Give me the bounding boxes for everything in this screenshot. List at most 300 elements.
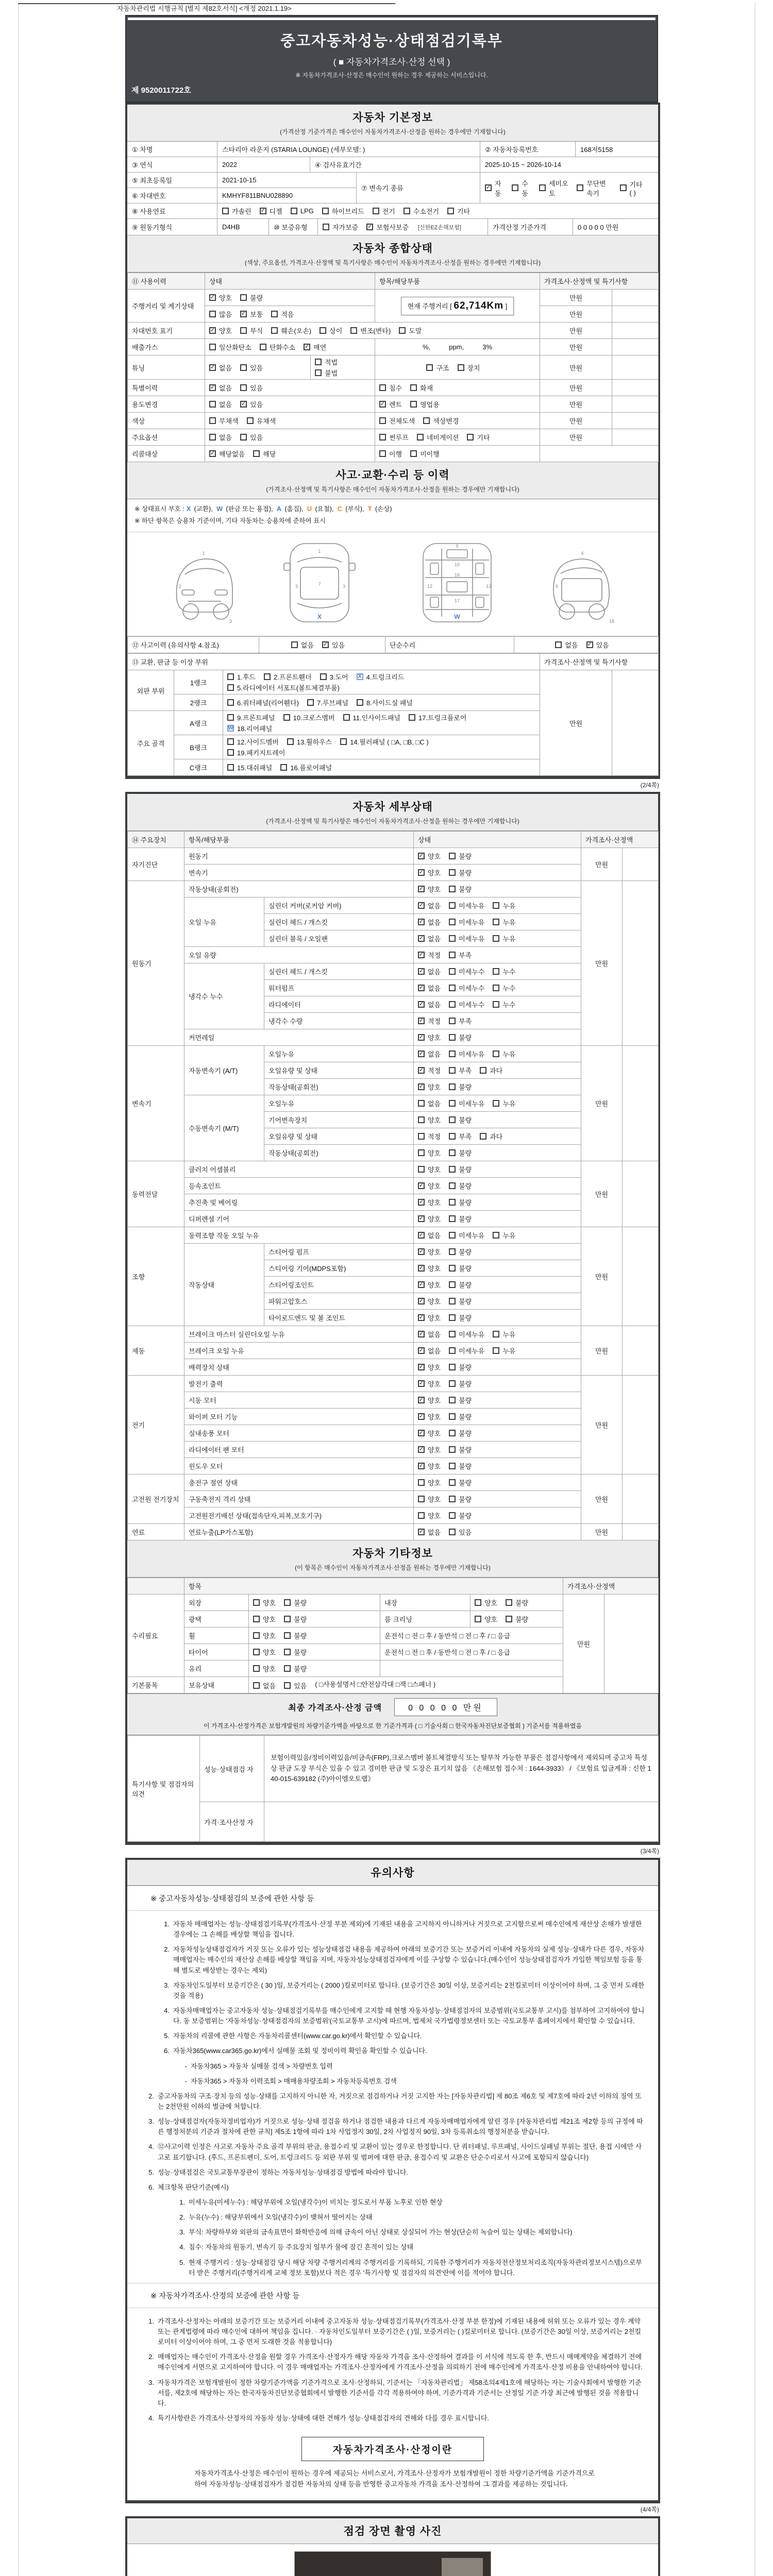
checkbox[interactable] [467, 434, 474, 440]
checkbox[interactable]: ✓ [418, 1281, 424, 1287]
cell [375, 290, 540, 323]
색상변경-option [423, 416, 459, 426]
cell: 작동상태(공회전) [264, 1079, 414, 1095]
checkbox[interactable] [417, 434, 424, 440]
8.사이드실 패널-option [357, 698, 413, 707]
checkbox[interactable] [449, 1446, 456, 1453]
checkbox[interactable]: ✓ [418, 1298, 424, 1304]
checkbox[interactable] [320, 327, 326, 334]
checkbox-label: 불량 [459, 1314, 472, 1322]
checkbox[interactable] [373, 208, 379, 214]
checkbox[interactable] [379, 450, 386, 457]
checkbox[interactable] [447, 208, 454, 214]
checkbox[interactable] [418, 1166, 425, 1173]
checkbox[interactable]: ✓ [367, 224, 373, 230]
checkbox[interactable] [539, 184, 546, 191]
checkbox-label: 없음 [428, 1331, 441, 1338]
checkbox[interactable] [449, 1199, 456, 1206]
checkbox[interactable] [449, 919, 456, 925]
checkbox[interactable] [449, 985, 456, 991]
accident-header [127, 462, 658, 499]
checkbox[interactable] [449, 1182, 456, 1189]
checkbox[interactable] [399, 327, 406, 334]
checkbox[interactable] [247, 417, 254, 424]
checkbox[interactable]: ✓ [210, 364, 215, 370]
checkbox[interactable] [449, 869, 456, 876]
checkbox[interactable] [227, 764, 234, 771]
없음-option [209, 399, 232, 409]
checkbox-label: 불량 [459, 886, 472, 893]
checkbox[interactable] [240, 364, 247, 371]
checkbox-label: 미세누수 [459, 968, 485, 976]
checkbox[interactable] [253, 450, 260, 457]
checkbox[interactable] [449, 1248, 456, 1255]
checkbox[interactable] [555, 641, 562, 648]
checkbox[interactable]: ✓ [418, 1397, 424, 1403]
checkbox[interactable]: ✓ [418, 1463, 424, 1469]
구조-option [426, 363, 449, 372]
checkbox-label: 불량 [459, 1248, 472, 1256]
checkbox-label: 양호 [428, 1281, 441, 1289]
notice-item-number: 3. [164, 1981, 170, 1989]
checkbox[interactable] [449, 1166, 456, 1173]
checkbox[interactable]: ✓ [418, 1001, 424, 1007]
checkbox[interactable]: ✓ [418, 1446, 424, 1452]
notice-item-text: 미세누유(미세누수) : 해당부위에 오일(냉각수)이 비치는 정도로서 부품 노후로 인한 현상 [189, 2198, 443, 2206]
checkbox[interactable]: ✓ [418, 935, 424, 941]
checkbox-label: 없음 [219, 384, 232, 392]
checkbox[interactable] [449, 1314, 456, 1321]
checkbox[interactable] [449, 1083, 456, 1090]
checkbox[interactable]: ✓ [210, 384, 215, 391]
checkbox[interactable]: ✓ [418, 1347, 424, 1353]
checkbox[interactable] [493, 935, 499, 942]
checkbox[interactable] [449, 1347, 456, 1354]
checkbox[interactable] [253, 1649, 260, 1655]
cell [414, 1128, 581, 1145]
checkbox[interactable] [253, 1665, 260, 1672]
없음-option [555, 640, 578, 650]
price-definition-paragraph: 자동차가격조사·산정은 매수인이 원하는 경우에 제공되는 서비스로서, 가격조사·산정자가 보험개발원이 정한 차량기준가액을 기준가격으로 하여 자동차성능·상태점검자가 점검한 자동차의 상태 등을 반영한 중고자동차 가격을 조사·산정하여 그 결과를 제공하는 것입니다. [194, 2469, 595, 2488]
checkbox-label: 미세누유 [459, 1050, 485, 1058]
checkbox[interactable] [449, 1331, 456, 1337]
checkbox[interactable] [209, 417, 216, 424]
checkbox[interactable] [493, 968, 499, 975]
checkbox-label: 미세누수 [459, 985, 485, 992]
checkbox[interactable] [449, 902, 456, 909]
없음-option [418, 901, 441, 910]
checkbox[interactable] [253, 1632, 260, 1639]
checkbox[interactable] [493, 985, 499, 991]
checkbox[interactable] [512, 184, 518, 191]
checkbox[interactable] [418, 1100, 425, 1107]
trunk-lid-x-mark: X [317, 613, 322, 620]
checkbox[interactable] [271, 327, 278, 334]
checkbox-label: 보통 [250, 311, 263, 318]
checkbox[interactable] [418, 1133, 425, 1140]
checkbox[interactable] [480, 1133, 486, 1140]
checkbox[interactable] [222, 208, 229, 214]
checkbox[interactable] [449, 1463, 456, 1469]
checkbox[interactable] [227, 738, 234, 745]
checkbox-label: 양호 [428, 1413, 441, 1421]
checkbox[interactable]: ✓ [418, 902, 424, 908]
checkbox[interactable] [284, 1599, 291, 1606]
checkbox-label: 적정 [428, 1133, 441, 1141]
checkbox[interactable] [315, 369, 322, 376]
checkbox[interactable] [284, 1632, 291, 1639]
checkbox[interactable] [323, 224, 329, 230]
checkbox[interactable] [475, 1599, 481, 1606]
checkbox[interactable]: ✓ [418, 1364, 424, 1370]
checkbox[interactable] [253, 1599, 260, 1606]
checkbox[interactable] [418, 1116, 425, 1123]
checkbox[interactable] [449, 1430, 456, 1436]
checkbox-label: 없음 [428, 1050, 441, 1058]
checkbox-label: 기타 ( ) [629, 180, 643, 197]
checkbox[interactable] [493, 1232, 499, 1239]
checkbox[interactable] [240, 434, 247, 440]
checkbox[interactable]: ✓ [418, 1199, 424, 1205]
checkbox[interactable]: ✓ [418, 1232, 424, 1238]
header-cell: ⑭ 주요장치 [128, 832, 184, 848]
checkbox[interactable] [493, 1001, 499, 1008]
checkbox[interactable]: ✓ [418, 1265, 424, 1271]
checkbox[interactable] [449, 1133, 456, 1140]
checkbox[interactable]: ✓ [418, 985, 424, 991]
checkbox[interactable] [449, 1050, 456, 1057]
checkbox[interactable] [449, 935, 456, 942]
checkbox[interactable] [620, 184, 627, 191]
checkbox[interactable] [260, 344, 266, 350]
checkbox[interactable] [418, 1496, 425, 1502]
checkbox[interactable]: ✓ [418, 1529, 424, 1535]
checkbox[interactable] [283, 714, 290, 721]
checkbox[interactable] [253, 1616, 260, 1622]
checkbox[interactable]: ✓ [418, 1380, 424, 1386]
cell [414, 1178, 581, 1194]
checkbox[interactable] [493, 1100, 499, 1107]
checkbox[interactable]: ✓ [260, 208, 265, 214]
checkbox[interactable] [449, 1018, 456, 1024]
notice-item [173, 2242, 645, 2252]
notice-item-text: ⑫사고이력 인정은 사고로 자동차 주요 골격 부위의 판금, 용접수리 및 교환이 있는 경우로 한정합니다. 단 쿼터패널, 루프패널, 사이드실패널 부위는 절단, 용접 시에만 사고로 표기합니다. (후드, 프론트펜더, 도어, 트렁크리드 등 외판 부위 및 범퍼에 대한 판금, 용접수리 및 교환은 단순수리로서 사고에 포함되지 않습니다) [158, 2143, 642, 2161]
checkbox[interactable]: ✓ [418, 1034, 424, 1040]
checkbox[interactable] [340, 738, 347, 745]
notice-item-number: 1. [148, 2317, 154, 2325]
box-photos-sign [125, 2516, 660, 2576]
cell: 성능·상태점검 자 [200, 1736, 264, 1802]
notice-item-number: 2. [148, 2092, 154, 2100]
checkbox[interactable] [449, 1232, 456, 1239]
notice-item [157, 2031, 645, 2041]
checkbox-label: 적법 [325, 359, 338, 366]
cell: B랭크 [174, 735, 223, 759]
checkbox[interactable] [209, 311, 216, 317]
checkbox[interactable] [449, 1496, 456, 1502]
checkbox[interactable] [426, 364, 433, 371]
checkbox[interactable] [379, 417, 386, 424]
cell [414, 1293, 581, 1310]
checkbox[interactable] [409, 714, 415, 721]
checkbox[interactable] [449, 1100, 456, 1107]
checkbox[interactable] [271, 311, 278, 317]
checkbox[interactable] [449, 1001, 456, 1008]
checkbox[interactable]: ✓ [418, 886, 424, 892]
checkbox[interactable] [480, 1067, 486, 1074]
checkbox[interactable] [449, 1397, 456, 1403]
checkbox[interactable] [291, 208, 297, 214]
누수-option [493, 999, 515, 1009]
checkbox[interactable] [209, 401, 216, 408]
checkbox[interactable] [449, 1512, 456, 1519]
checkbox[interactable] [379, 384, 386, 391]
cell: 오일유량 및 상태 [264, 1062, 414, 1079]
checkbox[interactable]: ✓ [418, 1314, 424, 1320]
checkbox[interactable]: W [228, 725, 233, 731]
car-name-label: ① 차명 [127, 142, 217, 157]
checkbox[interactable] [410, 401, 417, 408]
checkbox[interactable] [379, 434, 386, 440]
notice-item-number: 5. [164, 2032, 170, 2040]
checkbox[interactable] [449, 1281, 456, 1288]
checkbox-label: 양호 [263, 1599, 276, 1607]
checkbox[interactable]: ✓ [418, 853, 424, 859]
checkbox[interactable] [506, 1616, 512, 1622]
checkbox[interactable]: ✓ [210, 450, 215, 456]
checkbox[interactable] [264, 673, 271, 680]
checkbox[interactable] [449, 968, 456, 975]
checkbox[interactable] [240, 384, 247, 391]
checkbox[interactable]: ✓ [418, 1430, 424, 1436]
cell [612, 429, 659, 446]
checkbox[interactable]: ✓ [418, 1331, 424, 1337]
양호-option [475, 1598, 497, 1607]
checkbox[interactable]: ✓ [418, 1215, 424, 1222]
checkbox[interactable] [343, 714, 350, 721]
checkbox[interactable]: ✓ [418, 1067, 424, 1073]
checkbox[interactable] [493, 1347, 499, 1354]
checkbox-label: 양호 [428, 1430, 441, 1437]
checkbox[interactable] [449, 1413, 456, 1420]
cell: 가격·조사산정 자 [200, 1802, 264, 1842]
cell [414, 1260, 581, 1277]
checkbox[interactable] [410, 450, 417, 457]
checkbox-label: 양호 [428, 1083, 441, 1091]
checkbox[interactable] [493, 902, 499, 909]
불량-option [240, 293, 263, 302]
checkbox-label: 없음 [428, 919, 441, 926]
checkbox[interactable]: ✓ [241, 311, 246, 317]
cell: 색상 [128, 413, 205, 429]
cell: 발전기 출력 [184, 1376, 414, 1392]
checkbox[interactable]: X [357, 673, 363, 680]
checkbox[interactable] [227, 714, 234, 721]
checkbox[interactable] [287, 738, 294, 745]
cell: 스티어링 기어(MDPS포함) [264, 1260, 414, 1277]
양호-option [418, 1494, 441, 1504]
checkbox[interactable] [418, 1149, 425, 1156]
checkbox[interactable] [227, 749, 234, 756]
checkbox[interactable]: ✓ [485, 184, 491, 191]
cell: 만원 [581, 1046, 623, 1161]
checkbox-label: 이행 [389, 450, 402, 458]
cell: 클러치 어셈블리 [184, 1161, 414, 1178]
checkbox[interactable] [410, 384, 417, 391]
notice-item-text: 자동차365 > 자동차 실매물 검색 > 차량번호 입력 [191, 2062, 333, 2070]
checkbox[interactable] [449, 1067, 456, 1074]
checkbox[interactable] [449, 1380, 456, 1387]
12.사이드멤버-option [227, 737, 279, 747]
checkbox-label: 미이행 [420, 450, 440, 458]
checkbox[interactable] [209, 344, 216, 350]
checkbox[interactable] [449, 1265, 456, 1272]
checkbox[interactable]: ✓ [418, 869, 424, 875]
checkbox[interactable] [357, 699, 363, 706]
checkbox[interactable] [240, 294, 247, 301]
summary-header [127, 235, 658, 273]
svg-text:7: 7 [317, 582, 321, 587]
checkbox[interactable] [284, 1649, 291, 1655]
checkbox[interactable] [307, 699, 314, 706]
checkbox[interactable] [227, 673, 234, 680]
checkbox[interactable]: ✓ [323, 641, 328, 648]
cell [205, 355, 311, 380]
checkbox[interactable] [418, 1512, 425, 1519]
checkbox[interactable] [449, 853, 456, 859]
notice-item [142, 2316, 645, 2347]
checkbox[interactable]: ✓ [418, 1248, 424, 1255]
checkbox-label: 전체도색 [389, 417, 415, 425]
checkbox[interactable]: ✓ [418, 968, 424, 974]
checkbox-label: 미세누유 [459, 1100, 485, 1108]
없음-option [418, 1230, 441, 1240]
checkbox[interactable] [284, 1665, 291, 1672]
checkbox[interactable] [423, 417, 430, 424]
checkbox-label: 누유 [502, 1347, 516, 1355]
checkbox[interactable] [493, 919, 499, 925]
svg-text:18: 18 [609, 619, 614, 624]
checkbox[interactable] [449, 886, 456, 892]
checkbox[interactable] [322, 208, 329, 214]
checkbox[interactable]: ✓ [380, 401, 385, 407]
checkbox-label: 양호 [484, 1599, 498, 1607]
checkbox[interactable] [449, 952, 456, 958]
checkbox[interactable]: ✓ [210, 327, 215, 333]
checkbox[interactable] [449, 1529, 456, 1535]
checkbox-label: 없음 [428, 935, 441, 943]
checkbox[interactable] [280, 764, 287, 771]
checkbox-label: 불량 [294, 1599, 307, 1607]
checkbox[interactable]: ✓ [418, 1083, 424, 1090]
checkbox[interactable]: ✓ [418, 1050, 424, 1057]
cell [414, 1326, 581, 1343]
부족-option [449, 1131, 472, 1141]
checkbox[interactable] [449, 1298, 456, 1304]
checkbox[interactable] [350, 327, 357, 334]
cell [414, 1491, 581, 1507]
checkbox-label: 네비게이션 [426, 434, 459, 442]
양호-option [475, 1614, 497, 1624]
checkbox[interactable] [449, 1215, 456, 1222]
notice-item-number: 3. [148, 2117, 154, 2126]
checkbox-label: 누유 [502, 1050, 516, 1058]
checkbox[interactable] [449, 1479, 456, 1486]
checkbox[interactable] [240, 327, 247, 334]
checkbox[interactable]: ✓ [304, 344, 310, 350]
양호-option [418, 1082, 441, 1092]
cell [205, 446, 375, 462]
cell: 배력장치 상태 [184, 1359, 414, 1376]
notice-item [173, 2258, 645, 2278]
legend-desc: (교환), [192, 505, 215, 513]
checkbox[interactable] [493, 1331, 499, 1337]
checkbox[interactable] [404, 208, 410, 214]
checkbox[interactable] [253, 1682, 260, 1689]
cell: 연료 [128, 1524, 184, 1540]
cell [623, 1376, 659, 1475]
checkbox[interactable]: ✓ [587, 641, 592, 648]
checkbox[interactable] [227, 684, 234, 691]
checkbox[interactable] [493, 1050, 499, 1057]
checkbox[interactable]: ✓ [210, 294, 215, 300]
checkbox[interactable] [449, 1364, 456, 1370]
checkbox[interactable] [315, 359, 322, 365]
checkbox[interactable]: ✓ [418, 919, 424, 925]
checkbox[interactable] [458, 364, 464, 371]
checkbox[interactable] [418, 1479, 425, 1486]
수동-option [512, 178, 530, 198]
checkbox[interactable] [209, 434, 216, 440]
checkbox[interactable] [449, 1149, 456, 1156]
checkbox[interactable] [227, 699, 234, 706]
양호-option [253, 1631, 276, 1640]
checkbox-label: 없음 [428, 1529, 441, 1536]
checkbox[interactable] [449, 1034, 456, 1041]
탄화수소-option [260, 342, 295, 352]
checkbox[interactable]: ✓ [241, 401, 246, 407]
cell [612, 306, 659, 323]
checkbox-label: 양호 [428, 1314, 441, 1322]
기타-option [467, 432, 490, 442]
checkbox[interactable]: ✓ [418, 1413, 424, 1419]
legend-desc: (판금 또는 용접), [224, 505, 275, 513]
checkbox-label: 6.쿼터패널(리어휀다) [237, 699, 299, 707]
checkbox[interactable] [291, 641, 298, 648]
cell: 윈도우 모터 [184, 1458, 414, 1475]
checkbox[interactable] [320, 673, 327, 680]
checkbox[interactable] [284, 1682, 291, 1689]
checkbox[interactable] [284, 1616, 291, 1622]
checkbox[interactable]: ✓ [418, 952, 424, 958]
checkbox[interactable] [475, 1616, 481, 1622]
cell: A랭크 [174, 711, 223, 735]
누유-option [493, 1230, 515, 1240]
checkbox-label: 불량 [459, 1281, 472, 1289]
checkbox[interactable]: ✓ [418, 1182, 424, 1189]
notice-item-number: 4. [179, 2243, 185, 2251]
checkbox-label: 있음 [332, 641, 345, 649]
cell: C랭크 [174, 759, 223, 776]
checkbox[interactable] [506, 1599, 512, 1606]
checkbox[interactable] [577, 184, 583, 191]
없음-option [418, 999, 441, 1009]
checkbox[interactable] [449, 1116, 456, 1123]
right-edge-line [754, 3, 755, 2576]
checkbox-label: 탄화수소 [269, 344, 296, 351]
notice-item-text: 체크항목 판단기준(예시) [158, 2183, 229, 2191]
checkbox[interactable]: ✓ [418, 1018, 424, 1024]
